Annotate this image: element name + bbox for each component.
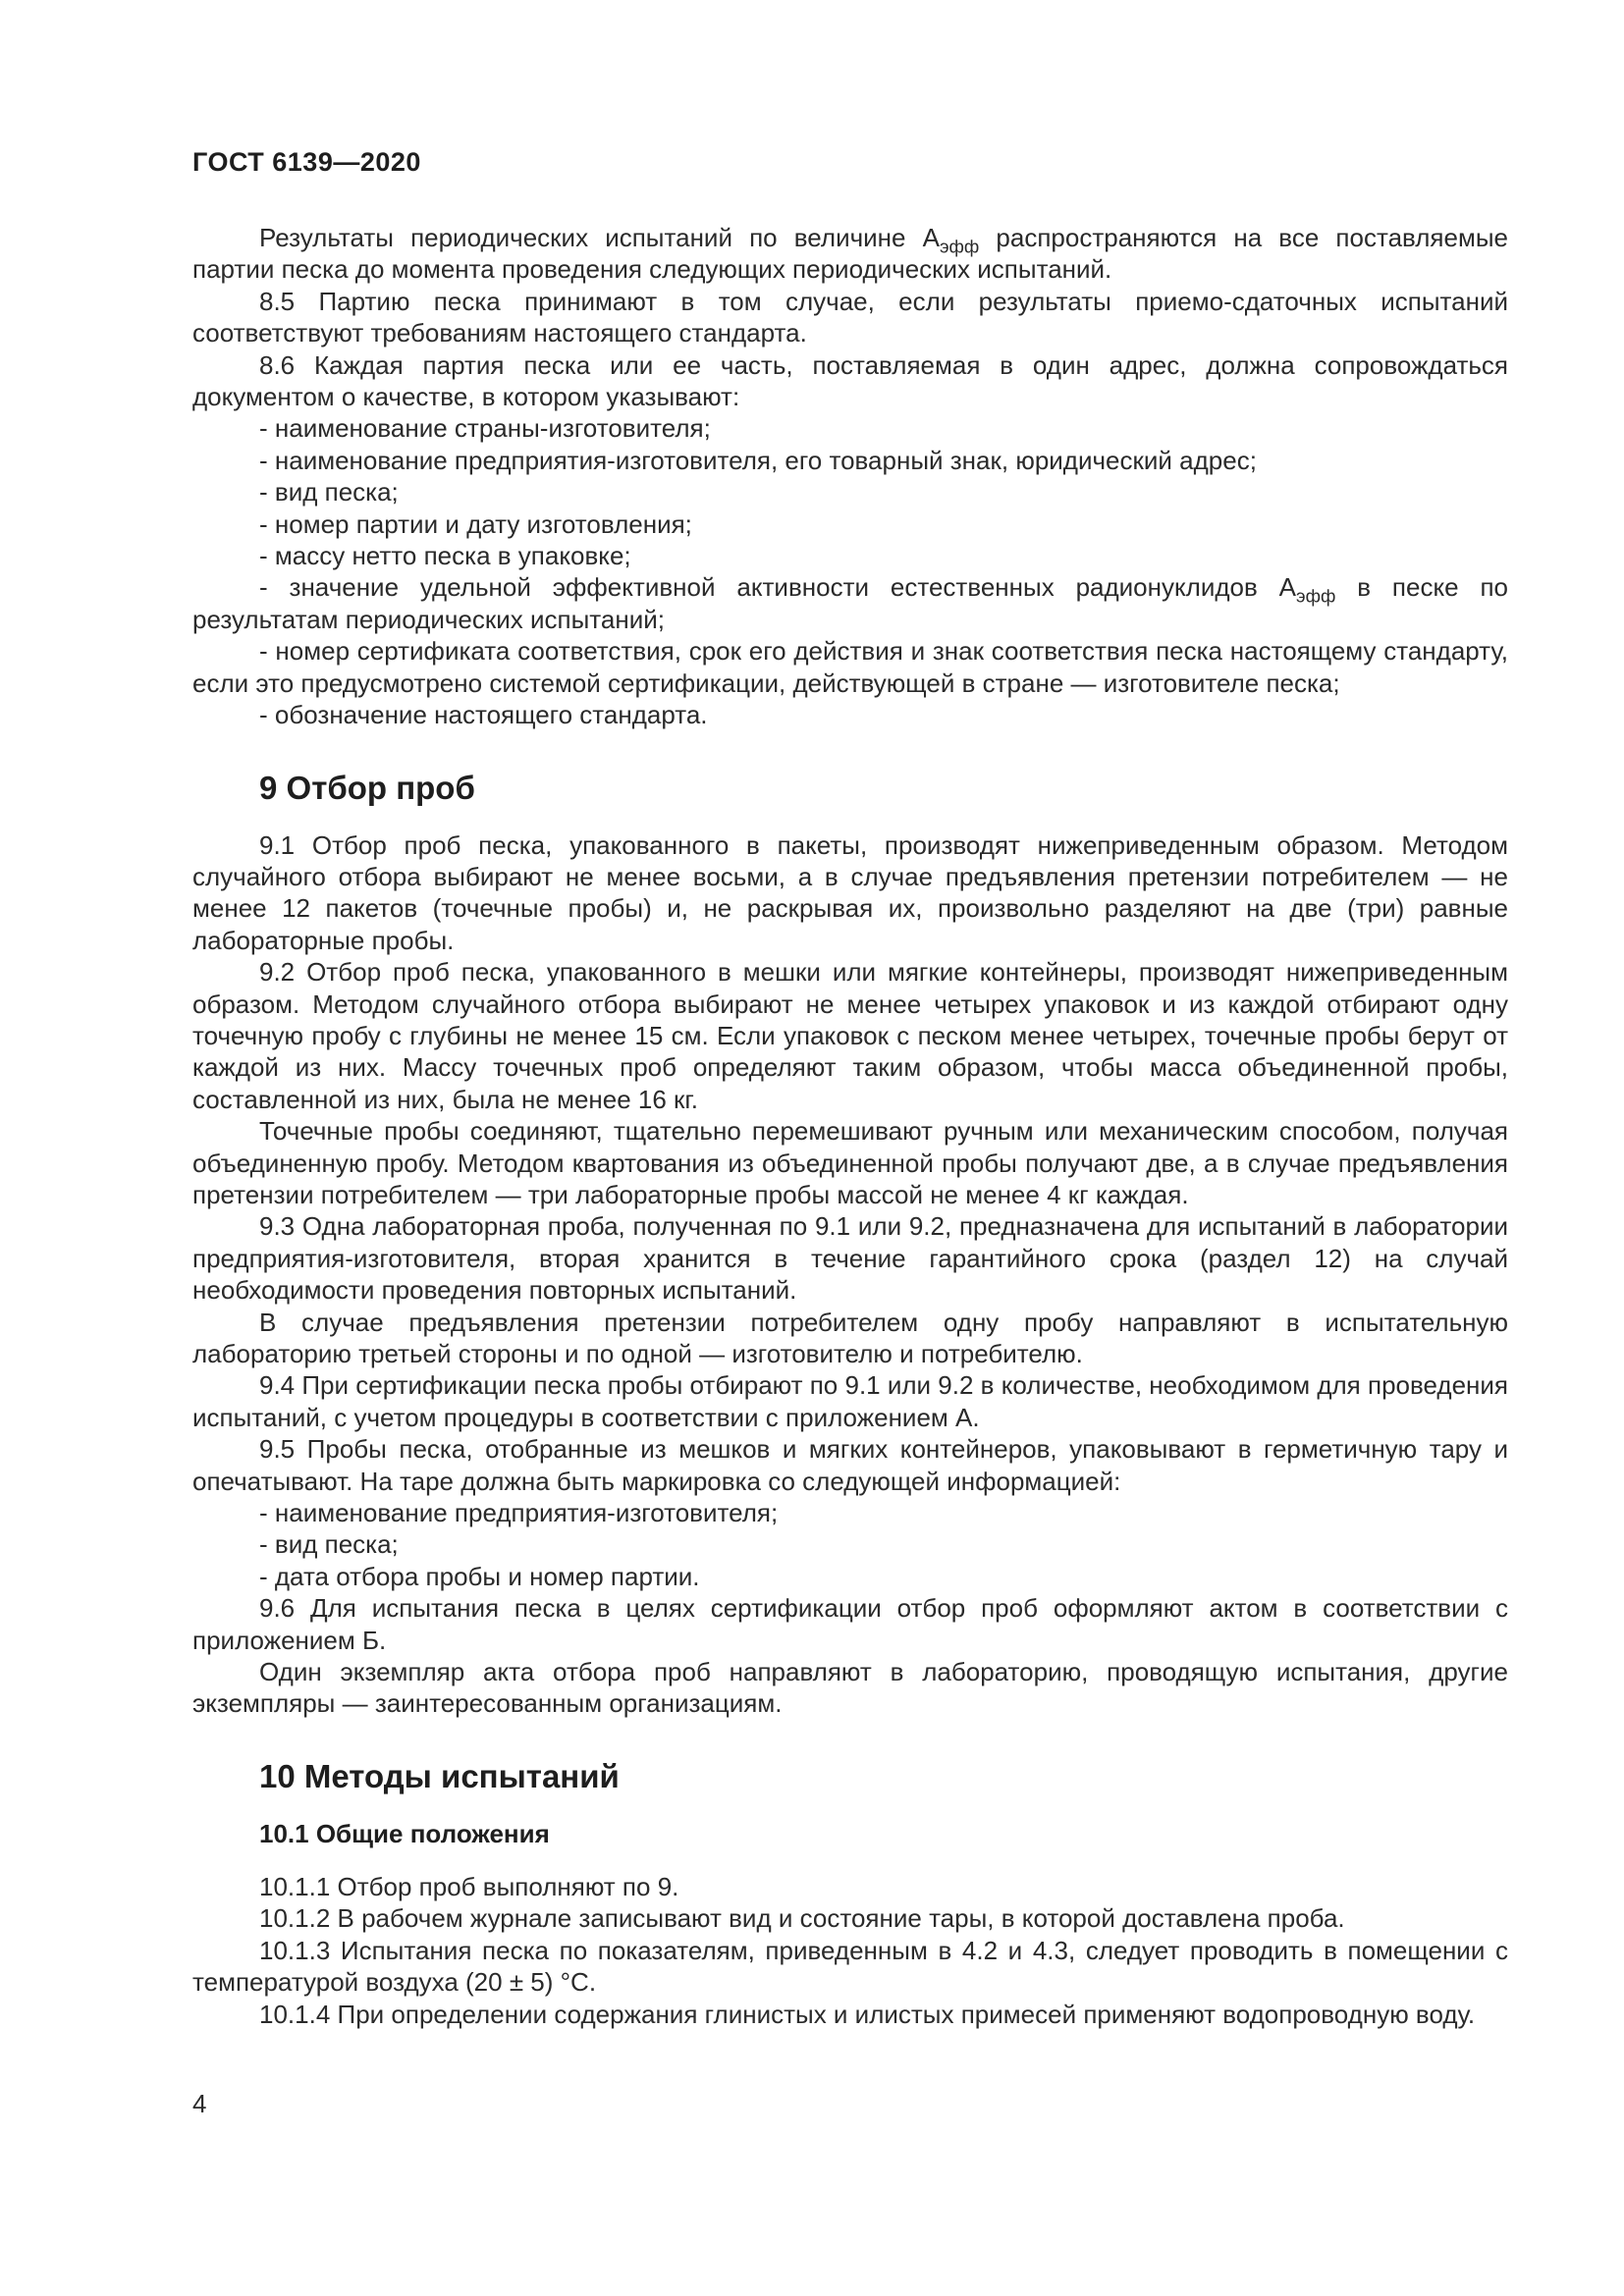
list-item: - вид песка; xyxy=(259,477,399,507)
clause-8-5: 8.5 Партию песка принимают в том случае, если результаты приемо-сдаточных испытаний соответствуют требованиям настоящего стандарта. xyxy=(192,286,1508,348)
section-10-title: 10 Методы испытаний xyxy=(259,1757,620,1794)
clause-9-4: 9.4 При сертификации песка пробы отбирают по 9.1 или 9.2 в количестве, необходимом для проведения испытаний, с учетом процедуры в соответствии с приложением А. xyxy=(192,1370,1508,1432)
clause-9-5: 9.5 Пробы песка, отобранные из мешков и мягких контейнеров, упаковывают в герметичную тару и опечатывают. На таре должна быть маркировка со следующей информацией: xyxy=(192,1434,1508,1496)
section-9-title: 9 Отбор проб xyxy=(259,769,475,806)
clause-9-1: 9.1 Отбор проб песка, упакованного в пакеты, производят нижеприведенным образом. Методом случайного отбора выбирают не менее восьми, а в случае предъявления претензии потребителем — не менее 12 пакетов (точечные пробы) и, не раскрывая их, произвольно разделяют на две (три) равные лабораторные пробы. xyxy=(192,829,1508,955)
list-item: - наименование предприятия-изготовителя, его товарный знак, юридический адрес; xyxy=(259,445,1257,475)
list-item: - номер сертификата соответствия, срок его действия и знак соответствия песка настоящему стандарту, если это предусмотрено системой сертификации, действующей в стране — изготовителе песка; xyxy=(192,636,1508,698)
clause-9-3: 9.3 Одна лабораторная проба, полученная по 9.1 или 9.2, предназначена для испытаний в лаборатории предприятия-изготовителя, вторая хранится в течение гарантийного срока (раздел 12) на случай необходимости проведения повторных испытаний. xyxy=(192,1211,1508,1306)
clause-9-2: 9.2 Отбор проб песка, упакованного в мешки или мягкие контейнеры, производят нижеприведенным образом. Методом случайного отбора выбирают не менее четырех упаковок и из каждой отбирают одну точечную пробу с глубины не менее 15 см. Если упаковок с песком менее четырех, точечные пробы берут от каждой из них. Массу точечных проб определяют таким образом, чтобы масса объединенной пробы, составленной из них, была не менее 16 кг. xyxy=(192,957,1508,1114)
list-item: - значение удельной эффективной активности естественных радионуклидов $А_{эфф}$ в песке по результатам периодических испытаний; xyxy=(192,572,1508,634)
clause-9-6: 9.6 Для испытания песка в целях сертификации отбор проб оформляют актом в соответствии с приложением Б. xyxy=(192,1593,1508,1655)
list-item: - номер партии и дату изготовления; xyxy=(259,508,692,539)
clause-8-6: 8.6 Каждая партия песка или ее часть, поставляемая в один адрес, должна сопровождаться документом о качестве, в котором указывают: xyxy=(192,349,1508,412)
paragraph: Точечные пробы соединяют, тщательно перемешивают ручным или механическим способом, получая объединенную пробу. Методом квартования из объединенной пробы получают две, а в случае предъявления претензии потребителем — три лабораторные пробы массой не менее 4 кг каждая. xyxy=(192,1116,1508,1209)
paragraph: Результаты периодических испытаний по величине $А_{эфф}$ распространяются на все поставляемые партии песка до момента проведения следующих периодических испытаний. xyxy=(192,223,1508,285)
clause-10-1-4: 10.1.4 При определении содержания глинистых и илистых примесей применяют водопроводную воду. xyxy=(259,1999,1476,2029)
paragraph: Один экземпляр акта отбора проб направляют в лабораторию, проводящую испытания, другие экземпляры — заинтересованным организациям. xyxy=(192,1657,1508,1719)
document-header: ГОСТ 6139—2020 xyxy=(192,147,421,177)
list-item: - наименование предприятия-изготовителя; xyxy=(259,1498,779,1528)
page-number: 4 xyxy=(192,2089,207,2118)
list-item: - наименование страны-изготовителя; xyxy=(259,413,711,444)
list-item: - обозначение настоящего стандарта. xyxy=(259,700,708,730)
paragraph: В случае предъявления претензии потребителем одну пробу направляют в испытательную лабораторию третьей стороны и по одной — изготовителю и потребителю. xyxy=(192,1307,1508,1368)
clause-10-1-2: 10.1.2 В рабочем журнале записывают вид и состояние тары, в которой доставлена проба. xyxy=(259,1903,1345,1934)
list-item: - дата отбора пробы и номер партии. xyxy=(259,1561,700,1591)
page-content xyxy=(192,222,1508,2030)
clause-10-1-3: 10.1.3 Испытания песка по показателям, приведенным в 4.2 и 4.3, следует проводить в помещении с температурой воздуха (20 ± 5) °С. xyxy=(192,1935,1508,1998)
list-item: - массу нетто песка в упаковке; xyxy=(259,541,631,571)
clause-10-1-1: 10.1.1 Отбор проб выполняют по 9. xyxy=(259,1871,679,1901)
subsection-10-1-title: 10.1 Общие положения xyxy=(259,1818,550,1848)
list-item: - вид песка; xyxy=(259,1529,399,1560)
